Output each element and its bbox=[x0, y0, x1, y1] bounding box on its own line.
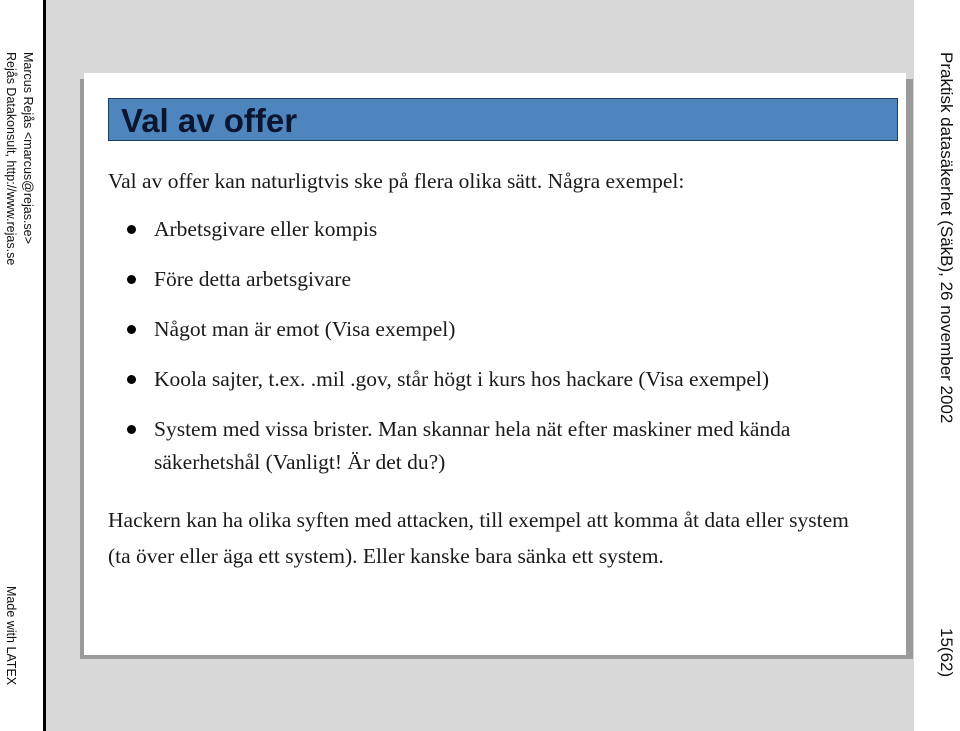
bullet-icon bbox=[127, 325, 136, 334]
list-item bbox=[108, 263, 868, 296]
outro-paragraph: Hackern kan ha olika syften med attacken, till exempel att komma åt data eller system (ta över eller äga ett system). Eller kanske bara sänka ett system. bbox=[108, 508, 849, 568]
list-item bbox=[108, 413, 868, 479]
bullet-icon bbox=[127, 375, 136, 384]
list-item-text: Före detta arbetsgivare bbox=[154, 267, 351, 291]
list-item bbox=[108, 363, 868, 396]
list-item bbox=[108, 213, 868, 246]
list-item-text: Arbetsgivare eller kompis bbox=[154, 217, 378, 241]
bullet-list bbox=[108, 213, 868, 496]
list-item-text: Koola sajter, t.ex. .mil .gov, står högt i kurs hos hackare (Visa exempel) bbox=[154, 367, 770, 391]
author-name: Marcus Rejås <marcus@rejas.se> bbox=[21, 52, 35, 244]
author-company: Rejås Datakonsult, http://www.rejas.se bbox=[4, 52, 18, 266]
list-item bbox=[108, 313, 868, 346]
left-margin-rule bbox=[43, 0, 46, 731]
slide bbox=[84, 73, 906, 655]
title-bar bbox=[108, 98, 898, 141]
page-number: 15(62) bbox=[937, 628, 956, 678]
slide-title: Val av offer bbox=[121, 102, 298, 139]
course-info: Praktisk datasäkerhet (SäkB), 26 november 2002 bbox=[937, 52, 956, 424]
bullet-icon bbox=[127, 275, 136, 284]
list-item-text: Något man är emot (Visa exempel) bbox=[154, 317, 456, 341]
list-item-text: System med vissa brister. Man skannar hela nät efter maskiner med kända säkerhetshål (Vanligt! Är det du?) bbox=[154, 417, 791, 474]
intro-paragraph: Val av offer kan naturligtvis ske på flera olika sätt. Några exempel: bbox=[108, 169, 685, 193]
made-with-latex: Made with LATEX bbox=[4, 586, 18, 686]
bullet-icon bbox=[127, 225, 136, 234]
bullet-icon bbox=[127, 425, 136, 434]
author-credit bbox=[2, 52, 36, 265]
